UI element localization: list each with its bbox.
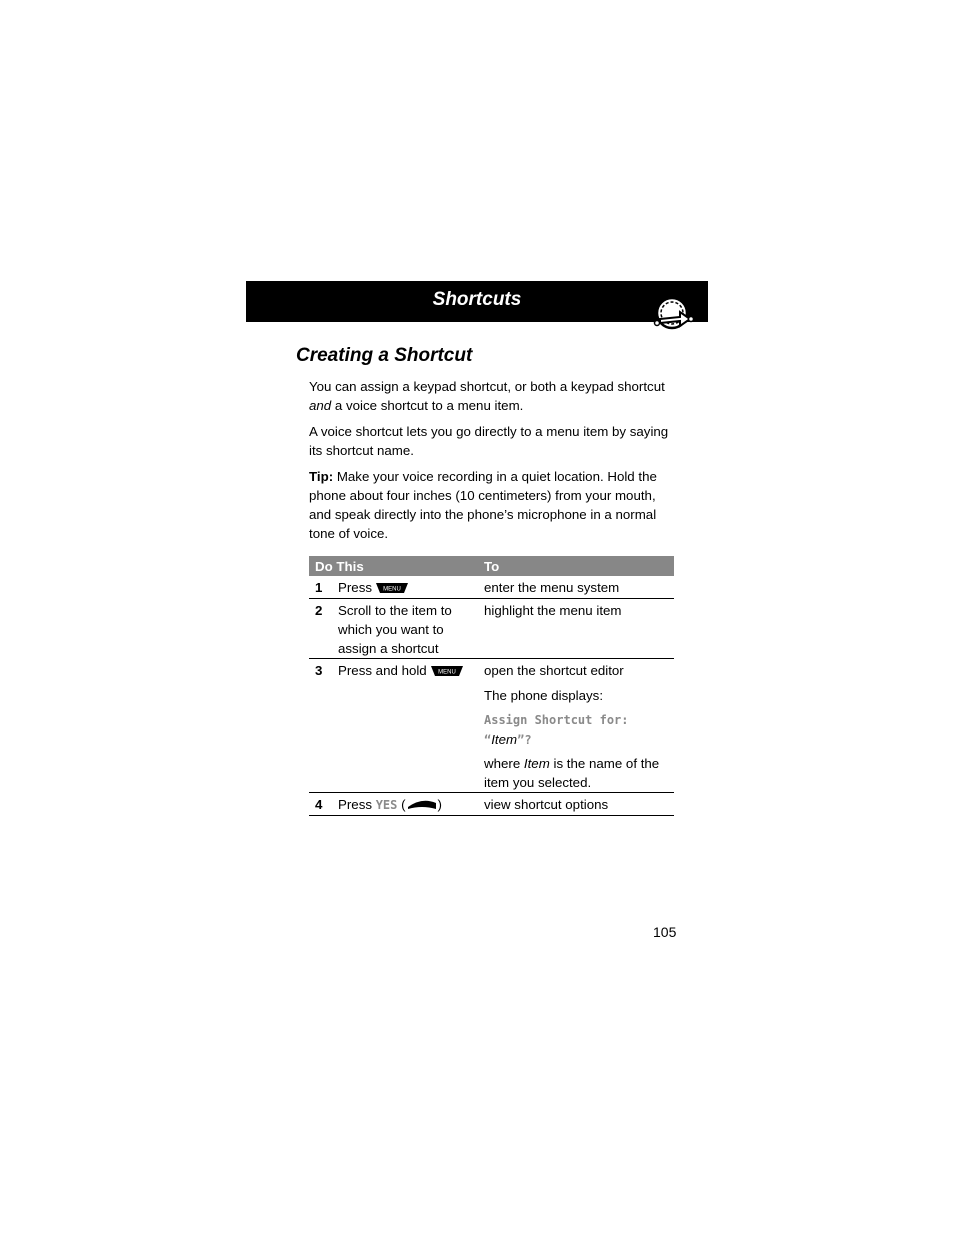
menu-key-icon xyxy=(431,666,463,676)
where-text-end: is the name of the item you selected. xyxy=(484,756,660,790)
step-action-text: Press xyxy=(338,580,372,595)
paren-close: ) xyxy=(437,797,442,812)
instruction-table xyxy=(309,556,674,816)
where-item: Item xyxy=(523,756,550,771)
header-to: To xyxy=(484,559,500,574)
display-item-placeholder: Item xyxy=(491,732,518,747)
table-row xyxy=(309,599,674,659)
display-line-1: Assign Shortcut for: xyxy=(484,713,629,727)
step-result: open the shortcut editor xyxy=(484,663,624,678)
paren-open: ( xyxy=(397,797,406,812)
table-header xyxy=(309,556,674,576)
menu-key-label: MENU xyxy=(437,669,456,676)
intro-emphasis: and xyxy=(309,398,332,413)
step-number: 3 xyxy=(315,663,323,678)
where-note xyxy=(484,754,674,792)
step-result: highlight the menu item xyxy=(484,603,622,618)
voice-shortcut-paragraph: A voice shortcut lets you go directly to a menu item by saying its shortcut name. xyxy=(309,424,669,458)
shortcut-icon xyxy=(650,293,698,333)
table-row xyxy=(309,793,674,816)
step-action-text: Press and hold xyxy=(338,663,427,678)
step-result: enter the menu system xyxy=(484,580,620,595)
tip-paragraph xyxy=(309,467,677,543)
page-number: 105 xyxy=(653,924,677,940)
step-action: Scroll to the item to which you want to assign a shortcut xyxy=(338,603,452,656)
section-title: Creating a Shortcut xyxy=(296,345,473,366)
tip-text: Make your voice recording in a quiet location. Hold the phone about four inches (10 centimeters) from your mouth, and speak directly into the phone’s microphone in a normal tone of voice. xyxy=(309,469,657,541)
display-open-quote: “ xyxy=(484,733,492,747)
intro-text: You can assign a keypad shortcut, or both a keypad shortcut xyxy=(309,379,665,394)
step-action xyxy=(338,795,478,815)
chapter-header xyxy=(246,281,708,322)
display-line-2 xyxy=(484,730,674,750)
table-row xyxy=(309,576,674,599)
where-text: where xyxy=(484,756,524,771)
step-action xyxy=(338,661,478,680)
chapter-title: Shortcuts xyxy=(432,289,522,310)
step-result: view shortcut options xyxy=(484,797,609,812)
header-do-this: Do This xyxy=(315,559,364,574)
phone-displays-text: The phone displays: xyxy=(484,688,604,703)
step-number: 4 xyxy=(315,797,323,812)
intro-text-end: a voice shortcut to a menu item. xyxy=(331,398,524,413)
table-row xyxy=(309,659,674,793)
yes-softkey-label: YES xyxy=(375,798,398,812)
left-soft-key-icon xyxy=(406,799,438,811)
menu-key-icon xyxy=(376,583,408,593)
phone-display-message xyxy=(484,711,674,750)
tip-label: Tip: xyxy=(309,469,334,484)
step-action xyxy=(338,578,478,597)
menu-key-label: MENU xyxy=(383,586,401,593)
intro-paragraph xyxy=(309,377,677,415)
step-number: 1 xyxy=(315,580,323,595)
step-action-text: Press xyxy=(338,797,376,812)
display-close-quote: ”? xyxy=(517,733,532,747)
step-number: 2 xyxy=(315,603,323,618)
